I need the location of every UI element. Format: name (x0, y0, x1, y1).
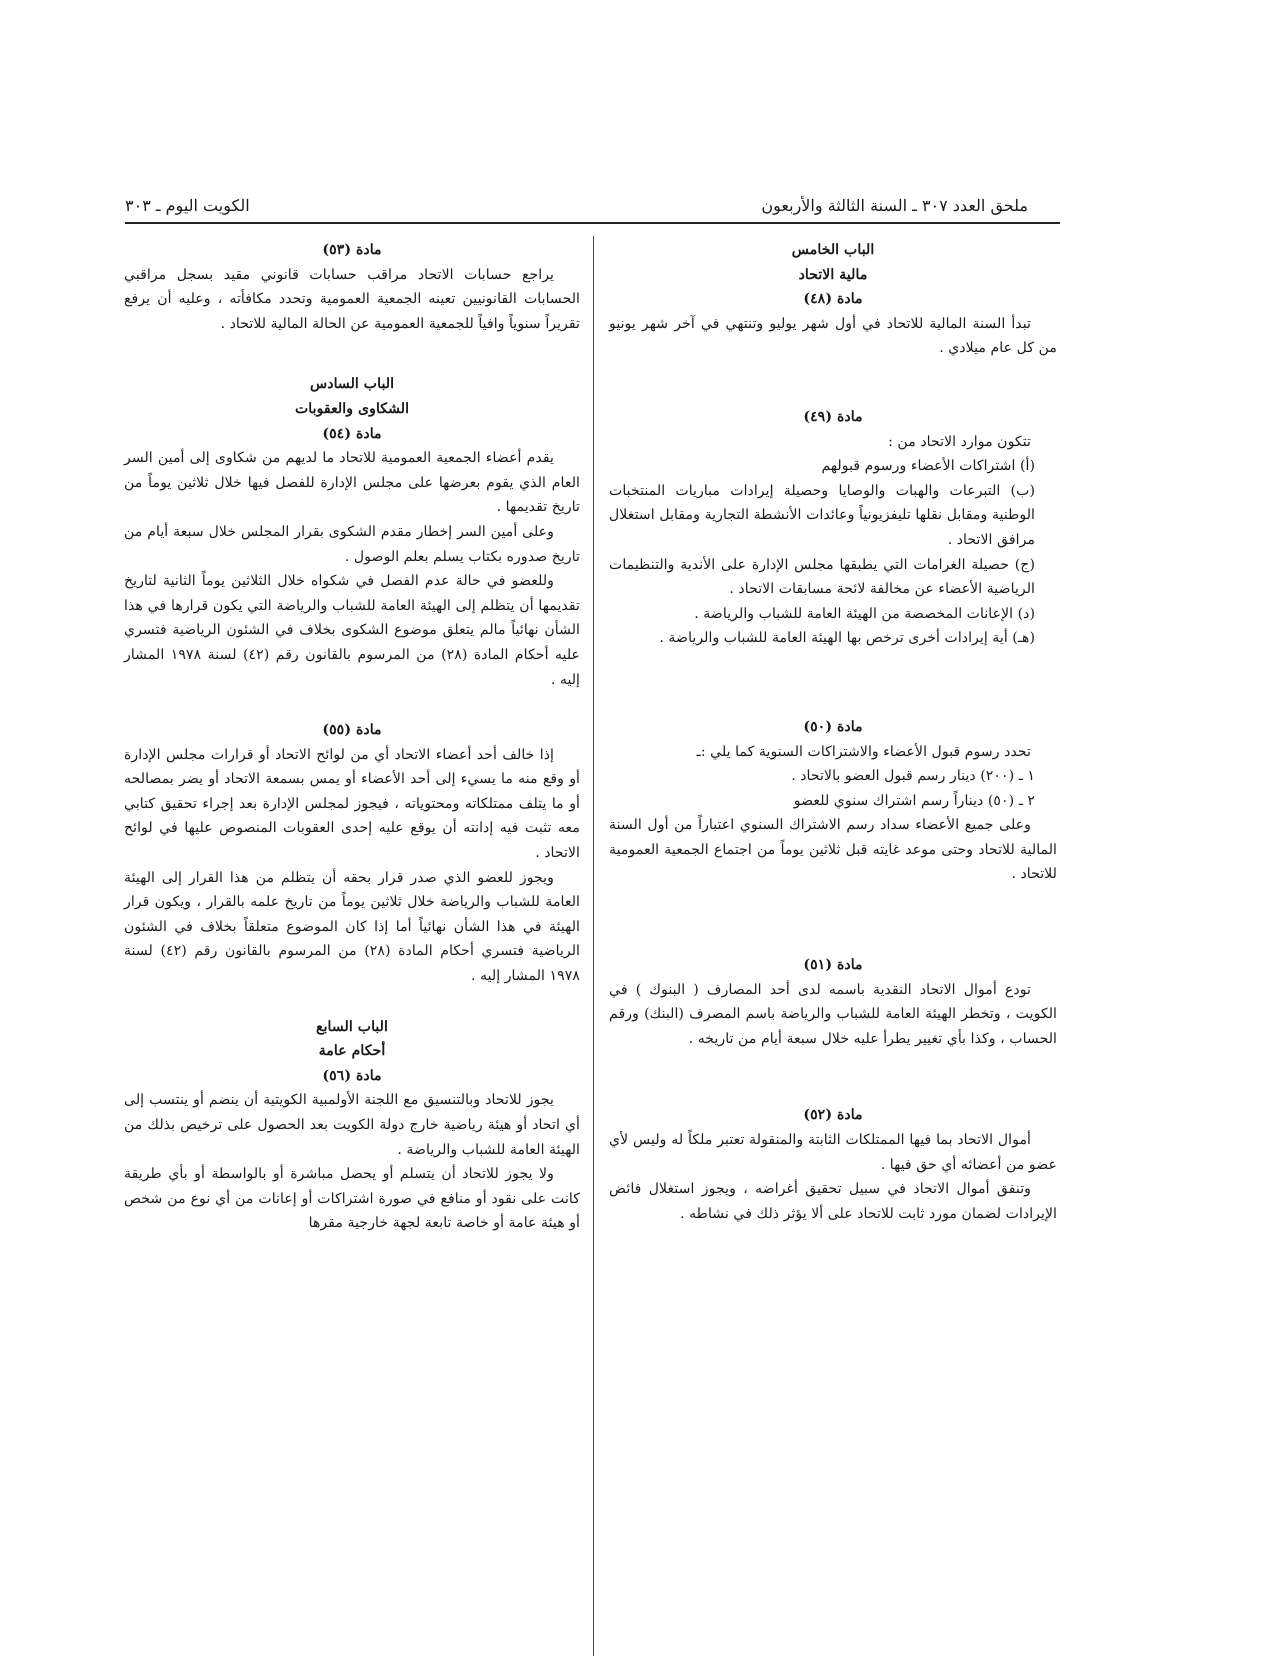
article-54-title: مادة (٥٤) (322, 425, 382, 442)
header-rule (125, 222, 1060, 224)
article-48-title: مادة (٤٨) (803, 291, 863, 308)
article-54-paragraph: يقدم أعضاء الجمعية العمومية للاتحاد ما لديهم من شكاوى إلى أمين السر العام الذي يقوم بعرضها على مجلس الإدارة للفصل فيها خلال ثلاثين يوماً من تاريخ تقديمها . (124, 450, 580, 516)
article-49-item: (د) الإعانات المخصصة من الهيئة العامة للشباب والرياضة . (694, 605, 1035, 622)
section-7-subtitle: أحكام عامة (318, 1043, 386, 1060)
article-49-item: (ج) حصيلة الغرامات التي يطبقها مجلس الإدارة على الأندية والتنظيمات الرياضية الأعضاء عن مخالفة لائحة مسابقات الاتحاد . (609, 556, 1035, 598)
article-56-paragraph: ولا يجوز للاتحاد أن يتسلم أو يحصل مباشرة أو بالواسطة أو بأي طريقة كانت على نقود أو منافع في صورة اشتراكات أو إعانات من أي نوع من شخص أو هيئة عامة أو خاصة تابعة لجهة خارجية مقرها (124, 1166, 580, 1232)
article-54-paragraph: وللعضو في حالة عدم الفصل في شكواه خلال الثلاثين يوماً الثانية لتاريخ تقديمها أن يتظلم إلى الهيئة العامة للشباب والرياضة التي يكون قرارها في هذا الشأن نهائياً مالم يتعلق موضوع الشكوى بخلاف في الشئون الرياضية فتسري عليه أحكام المادة (٢٨) من المرسوم بالقانون رقم (٤٢) لسنة ١٩٧٨ المشار إليه . (124, 573, 581, 688)
article-50-item: ١ ـ (٢٠٠) دينار رسم قبول العضو بالاتحاد . (791, 768, 1035, 785)
left-column (124, 238, 580, 1236)
article-55-paragraph: إذا خالف أحد أعضاء الاتحاد أي من لوائح الاتحاد أو قرارات مجلس الإدارة أو وقع منه ما يسيء إلى أحد الأعضاء أو يمس بسمعة الاتحاد أو يضر بمصالحه أو ما يتلف ممتلكاته ومحتوياته ، فيجوز لمجلس الإدارة بعد إجراء تحقيق كتابي معه تثبت فيه إدانته أن يوقع عليه إحدى العقوبات المنصوص عليها في لوائح الاتحاد . (124, 746, 580, 862)
article-52-title: مادة (٥٢) (803, 1107, 863, 1124)
section-6-subtitle: الشكاوى والعقوبات (294, 400, 410, 417)
article-49-item: (هـ) أية إيرادات أخرى ترخص بها الهيئة العامة للشباب والرياضة . (659, 630, 1035, 647)
article-56-paragraph: يجوز للاتحاد وبالتنسيق مع اللجنة الأولمبية الكويتية أن ينضم أو ينتسب إلى أي اتحاد أو هيئة رياضية خارج دولة الكويت بعد الحصول على ترخيص بذلك من الهيئة العامة للشباب والرياضة . (124, 1092, 580, 1158)
section-5-subtitle: مالية الاتحاد (798, 266, 868, 283)
article-53-text: يراجع حسابات الاتحاد مراقب حسابات قانوني مقيد بسجل مراقبي الحسابات القانونيين تعينه الجمعية العمومية وتحدد مكافأته ، وعليه أن يرفع تقريراً سنوياً وافياً للجمعية العمومية عن الحالة المالية للاتحاد . (124, 266, 580, 332)
article-51-title: مادة (٥١) (803, 957, 863, 974)
article-54-paragraph: وعلى أمين السر إخطار مقدم الشكوى بقرار المجلس خلال سبعة أيام من تاريخ صدوره بكتاب يسلم بعلم الوصول . (124, 523, 580, 565)
running-head-page: الكويت اليوم ـ ٣٠٣ (125, 196, 250, 215)
column-divider (593, 236, 594, 1656)
article-52-paragraph: وتنفق أموال الاتحاد في سبيل تحقيق أغراضه ، ويجوز استغلال فائض الإيرادات لضمان مورد ثابت للاتحاد على ألا يؤثر ذلك في نشاطه . (609, 1181, 1057, 1222)
article-49-item: (أ) اشتراكات الأعضاء ورسوم قبولهم (821, 458, 1035, 475)
article-51-text: تودع أموال الاتحاد النقدية باسمه لدى أحد المصارف ( البنوك ) في الكويت ، وتخطر الهيئة العامة للشباب والرياضة باسم المصرف (البنك) ورقم الحساب ، وكذا بأي تغيير يطرأ عليه خلال سبعة أيام من تاريخه . (609, 981, 1057, 1047)
article-48-text: تبدأ السنة المالية للاتحاد في أول شهر يوليو وتنتهي في آخر شهر يونيو من كل عام ميلادي . (609, 315, 1057, 357)
article-50-text: وعلى جميع الأعضاء سداد رسم الاشتراك السنوي اعتباراً من أول السنة المالية للاتحاد وحتى موعد غايته قبل ثلاثين يوماً من اجتماع الجمعية العمومية للاتحاد . (609, 817, 1057, 883)
article-49-title: مادة (٤٩) (803, 408, 863, 425)
article-49-intro: تتكون موارد الاتحاد من : (888, 433, 1031, 450)
section-6-title: الباب السادس (309, 376, 395, 393)
article-53-title: مادة (٥٣) (322, 242, 382, 258)
running-head-issue: ملحق العدد ٣٠٧ ـ السنة الثالثة والأربعون (761, 196, 1028, 215)
right-column (609, 238, 1057, 1226)
article-55-title: مادة (٥٥) (322, 722, 382, 739)
article-52-paragraph: أموال الاتحاد بما فيها الممتلكات الثابتة والمنقولة تعتبر ملكاً له وليس لأي عضو من أعضائه أي حق فيها . (609, 1132, 1057, 1173)
article-50-title: مادة (٥٠) (803, 718, 863, 735)
article-56-title: مادة (٥٦) (322, 1067, 382, 1084)
article-49-item: (ب) التبرعات والهبات والوصايا وحصيلة إيرادات مباريات المنتخبات الوطنية ومقابل نقلها تليفزيونياً وعائدات الأنشطة التجارية ومقابل استغلال مرافق الاتحاد . (609, 482, 1035, 548)
section-5-title: الباب الخامس (791, 242, 875, 258)
section-7-title: الباب السابع (316, 1018, 388, 1035)
article-50-intro: تحدد رسوم قبول الأعضاء والاشتراكات السنوية كما يلي :ـ (696, 743, 1031, 760)
article-55-paragraph: ويجوز للعضو الذي صدر قرار بحقه أن يتظلم من هذا القرار إلى الهيئة العامة للشباب والرياضة خلال ثلاثين يوماً من تاريخ علمه بالقرار ، ويكون قرار الهيئة في هذا الشأن نهائياً أما إذا كان الموضوع متعلقاً بخلاف في الشئون الرياضية فتسري أحكام المادة (٢٨) من المرسوم بالقانون رقم (٤٢) لسنة ١٩٧٨ المشار إليه . (124, 869, 580, 985)
article-50-item: ٢ ـ (٥٠) ديناراً رسم اشتراك سنوي للعضو (793, 792, 1035, 809)
